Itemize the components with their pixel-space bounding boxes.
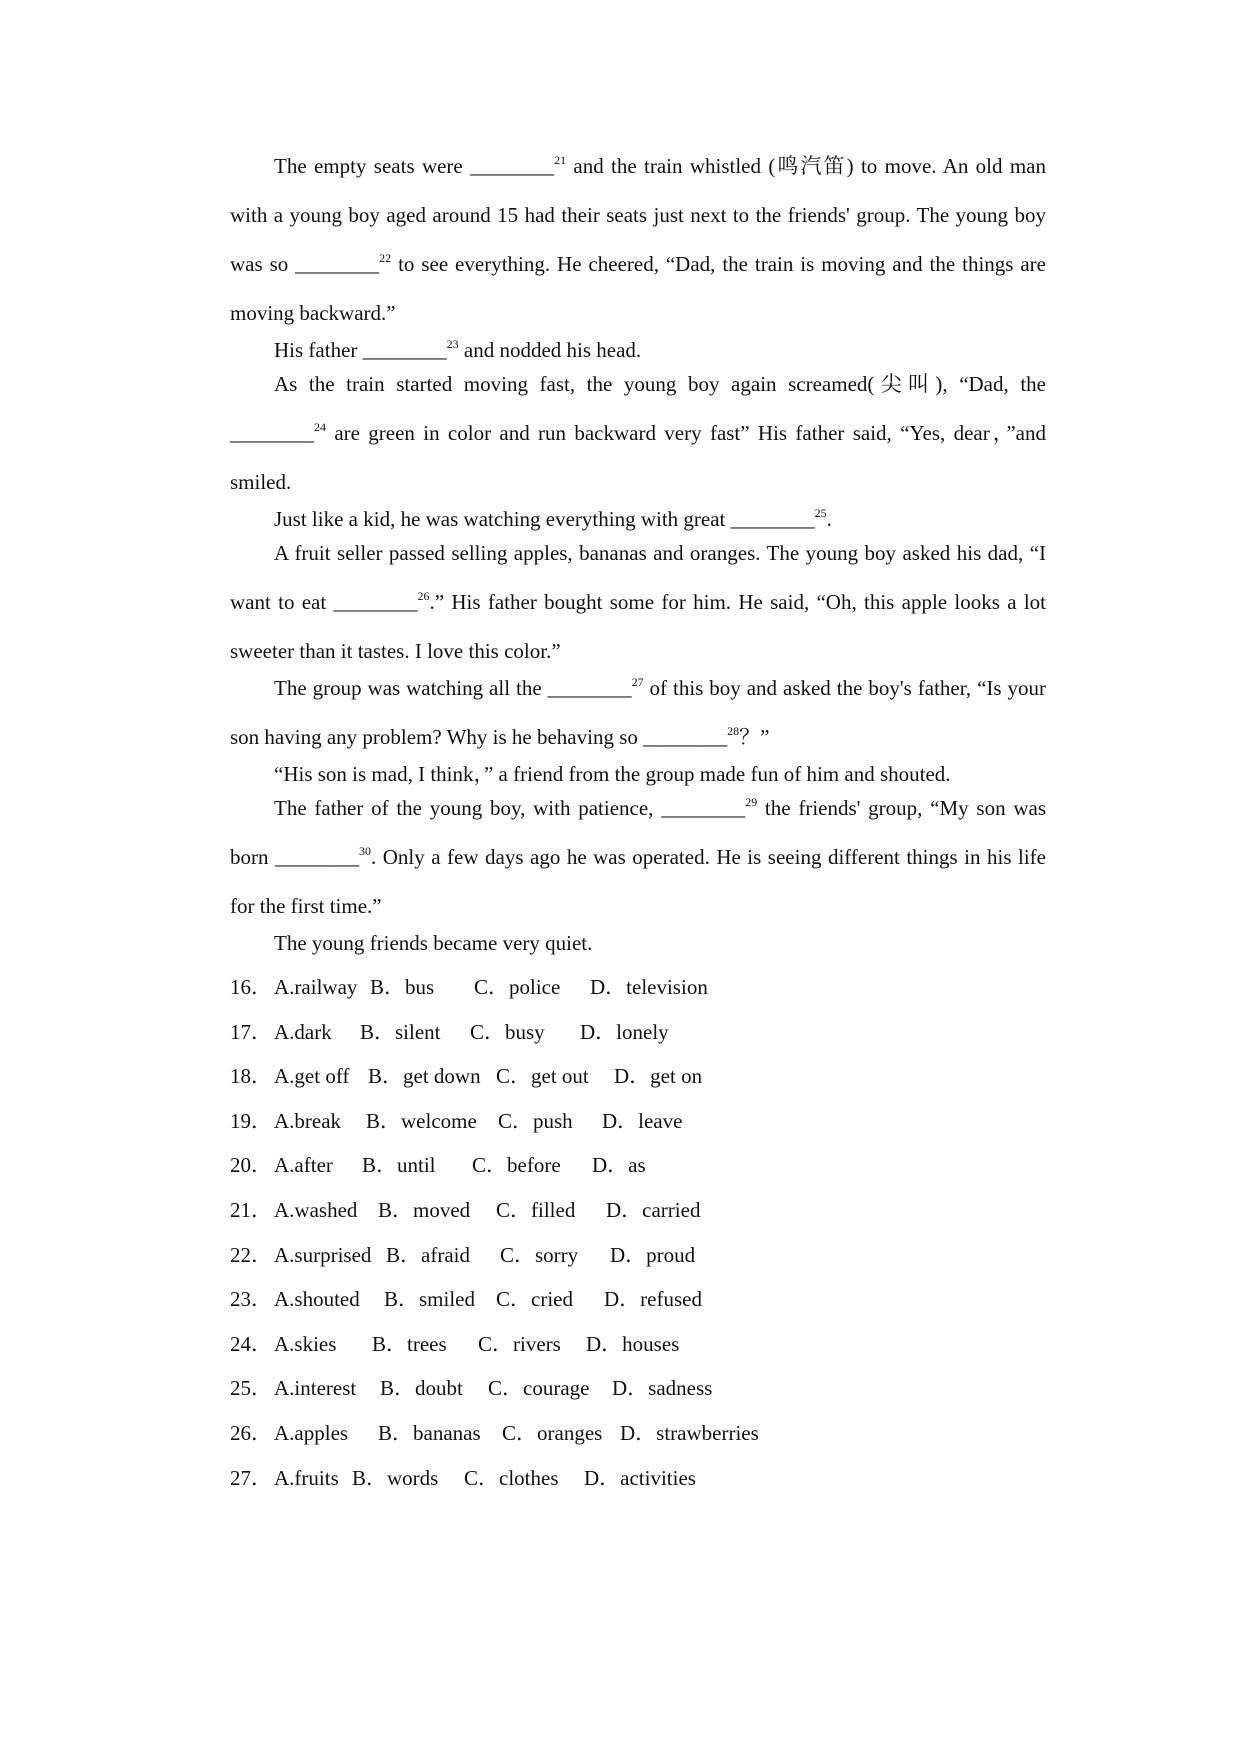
option-d: D．television — [590, 975, 708, 999]
option-b: B．bananas — [378, 1420, 481, 1445]
option-d: D．proud — [610, 1242, 696, 1267]
question-number: 19． — [230, 1108, 272, 1133]
option-d: D．houses — [586, 1331, 680, 1356]
question-row — [230, 1010, 1046, 1055]
question-row — [230, 1188, 1046, 1233]
option-c: C．get out — [496, 1064, 589, 1089]
question-number: 18． — [230, 1064, 272, 1089]
answer-blank: ________ — [362, 338, 447, 362]
option-a: A.railway — [274, 975, 358, 999]
answer-blank: ________ — [295, 252, 380, 276]
answer-blank: ________ — [230, 421, 314, 445]
passage-text: As the train started moving fast, the young boy again screamed(尖叫), “Dad, the — [274, 372, 1046, 396]
blank-number: 22 — [379, 251, 392, 265]
passage-text: the friends' group, “My son was born — [230, 796, 1047, 869]
answer-blank: ________ — [275, 845, 359, 869]
passage-paragraph — [230, 529, 1046, 676]
passage-paragraph — [230, 921, 1046, 965]
option-a: A.get off — [274, 1064, 350, 1089]
option-c: C．before — [472, 1153, 561, 1178]
option-c: C．rivers — [478, 1331, 561, 1356]
passage-paragraph — [230, 142, 1046, 338]
option-c: C．push — [498, 1108, 573, 1133]
answer-blank: ________ — [730, 507, 815, 531]
question-row — [230, 1143, 1046, 1188]
question-number: 21． — [230, 1197, 272, 1222]
document-page — [230, 153, 1047, 1500]
passage-text: The empty seats were — [274, 154, 471, 178]
option-a: A.dark — [274, 1019, 332, 1044]
blank-number: 23 — [446, 337, 459, 351]
passage-text: to see everything. He cheered, “Dad, the train is moving and the things are moving backward.” — [230, 252, 1046, 325]
option-a: A.break — [274, 1108, 342, 1133]
option-d: D．sadness — [612, 1376, 713, 1401]
question-row — [230, 1054, 1046, 1099]
option-d: D．refused — [604, 1287, 702, 1312]
passage-text: .” His father bought some for him. He said, “Oh, this apple looks a lot sweeter than it tastes. I love this color.” — [230, 590, 1046, 663]
passage-text: and nodded his head. — [458, 338, 642, 362]
option-a: A.shouted — [274, 1287, 360, 1312]
option-a: A.interest — [274, 1376, 357, 1401]
passage — [230, 142, 1046, 965]
option-b: B．words — [352, 1465, 439, 1490]
option-b: B．doubt — [380, 1376, 463, 1401]
passage-text: of this boy and asked the boy's father, “Is your son having any problem? Why is he behaving so — [230, 676, 1047, 749]
question-number: 20． — [230, 1153, 272, 1178]
passage-text: and the train whistled (鸣汽笛) to move. An old man with a young boy aged around 15 had their seats just next to the friends' group. The young boy was so — [230, 154, 1047, 276]
blank-number: 29 — [745, 795, 758, 809]
option-c: C．sorry — [500, 1242, 579, 1267]
question-number: 25． — [230, 1376, 272, 1401]
option-c: C．busy — [470, 1019, 545, 1044]
option-c: C．courage — [488, 1376, 590, 1401]
question-number: 17． — [230, 1019, 272, 1044]
option-c: C．cried — [496, 1287, 573, 1312]
option-a: A.after — [274, 1153, 333, 1178]
question-row — [230, 965, 1046, 1010]
question-row — [230, 1277, 1046, 1322]
answer-blank: ________ — [470, 154, 555, 178]
option-c: C．oranges — [502, 1420, 603, 1445]
passage-text: The young friends became very quiet. — [274, 931, 593, 955]
passage-text: The father of the young boy, with patience, — [274, 796, 662, 820]
option-b: B．get down — [368, 1064, 481, 1089]
passage-text: . Only a few days ago he was operated. He is seeing different things in his life for the first time.” — [230, 845, 1046, 918]
option-b: B．bus — [370, 975, 435, 999]
option-d: D．strawberries — [620, 1420, 759, 1445]
passage-text: are green in color and run backward very fast” His father said, “Yes, dear，”and smiled. — [230, 421, 1046, 494]
question-row — [230, 1366, 1046, 1411]
passage-text: . — [826, 507, 832, 531]
option-d: D．lonely — [580, 1019, 669, 1044]
passage-text: His father — [274, 338, 363, 362]
option-d: D．get on — [614, 1064, 703, 1089]
option-d: D．as — [592, 1153, 646, 1178]
question-number: 23． — [230, 1287, 272, 1312]
option-c: C．filled — [496, 1197, 576, 1222]
option-b: B．afraid — [386, 1242, 470, 1267]
option-b: B．moved — [378, 1197, 471, 1222]
question-row — [230, 1411, 1046, 1456]
question-number: 24． — [230, 1331, 272, 1356]
blank-number: 21 — [554, 153, 567, 167]
question-number: 22． — [230, 1242, 272, 1267]
question-number: 26． — [230, 1420, 272, 1445]
question-row — [230, 1456, 1046, 1501]
options-list — [230, 965, 1046, 1500]
blank-number: 28 — [727, 724, 740, 738]
passage-paragraph — [230, 664, 1046, 762]
option-b: B．silent — [360, 1019, 441, 1044]
option-d: D．carried — [606, 1197, 701, 1222]
blank-number: 26 — [417, 589, 430, 603]
question-number: 16． — [230, 975, 272, 999]
option-c: C．clothes — [464, 1465, 559, 1490]
blank-number: 24 — [314, 420, 326, 434]
option-a: A.apples — [274, 1420, 349, 1445]
option-a: A.washed — [274, 1197, 358, 1222]
question-row — [230, 1099, 1046, 1144]
passage-paragraph — [230, 784, 1046, 931]
blank-number: 27 — [631, 675, 644, 689]
question-row — [230, 1322, 1046, 1367]
option-a: A.skies — [274, 1331, 337, 1356]
passage-text: Just like a kid, he was watching everything with great — [274, 507, 731, 531]
passage-paragraph — [230, 360, 1046, 507]
passage-text: The group was watching all the — [274, 676, 548, 700]
passage-text: A fruit seller passed selling apples, bananas and oranges. The young boy asked his dad, “I want to eat — [230, 541, 1046, 614]
blank-number: 25 — [814, 506, 827, 520]
question-number: 27． — [230, 1465, 272, 1490]
answer-blank: ________ — [547, 676, 632, 700]
option-a: A.fruits — [274, 1465, 339, 1490]
option-d: D．activities — [584, 1465, 696, 1490]
question-row — [230, 1233, 1046, 1278]
option-c: C．police — [474, 975, 561, 999]
option-a: A.surprised — [274, 1242, 372, 1267]
blank-number: 30 — [359, 844, 371, 858]
option-b: B．trees — [372, 1331, 447, 1356]
option-d: D．leave — [602, 1108, 683, 1133]
passage-text: “His son is mad, I think，” a friend from the group made fun of him and shouted. — [274, 762, 951, 786]
answer-blank: ________ — [643, 725, 728, 749]
option-b: B．welcome — [366, 1108, 477, 1133]
answer-blank: ________ — [333, 590, 418, 614]
option-b: B．until — [362, 1153, 436, 1178]
answer-blank: ________ — [661, 796, 746, 820]
option-b: B．smiled — [384, 1287, 476, 1312]
passage-text: ？” — [739, 725, 770, 749]
